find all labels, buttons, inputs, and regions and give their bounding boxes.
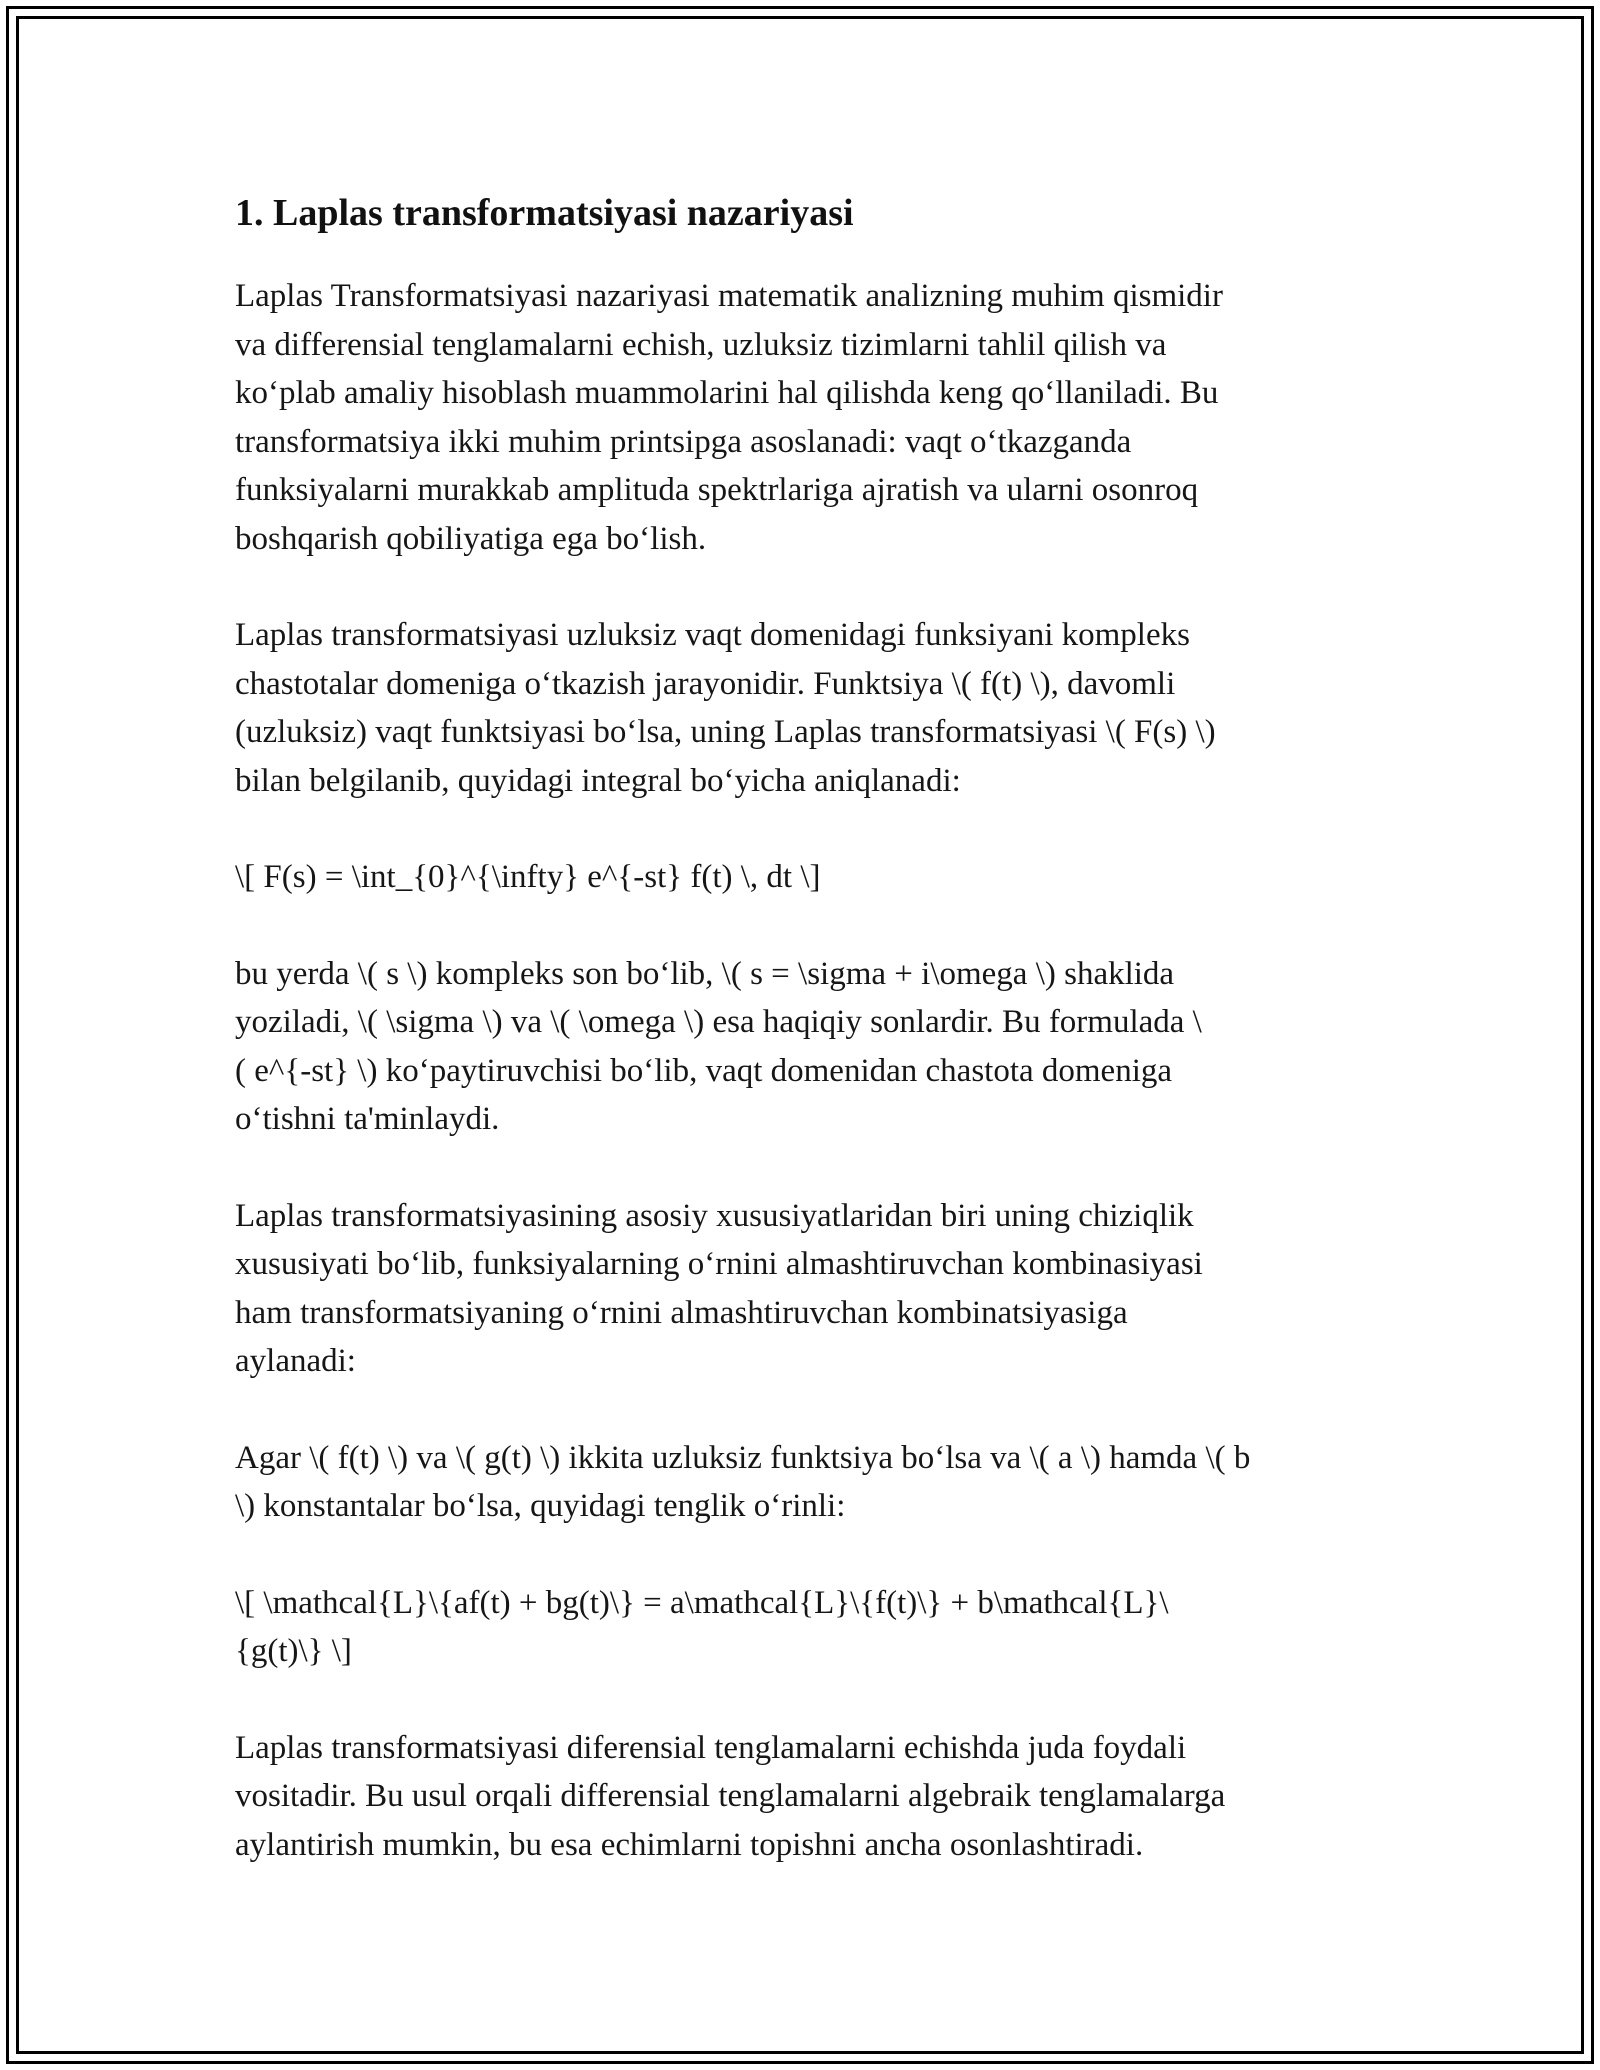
formula-linearity: \[ \mathcal{L}\{af(t) + bg(t)\} = a\mathcal{L}\{f(t)\} + b\mathcal{L}\ {g(t)\} \] [235, 1584, 1169, 1669]
document-body [235, 188, 1375, 1917]
paragraph-variable-explanation: bu yerda \( s \) kompleks son bo‘lib, \( s = \sigma + i\omega \) shaklida yoziladi, \( \sigma \) va \( \omega \) esa haqiqiy sonlardir. Bu formulada \ ( e^{-st} \) ko‘paytiruvchisi bo‘lib, vaqt domenidan chastota domeniga o‘tishni ta'minlaydi. [235, 955, 1202, 1137]
paragraph-definition: Laplas transformatsiyasi uzluksiz vaqt domenidagi funksiyani kompleks chastotalar domeniga o‘tkazish jarayonidir. Funktsiya \( f(t) \), davomli (uzluksiz) vaqt funktsiyasi bo‘lsa, uning Laplas transformatsiyasi \( F(s) \) bilan belgilanib, quyidagi integral bo‘yicha aniqlanadi: [235, 617, 1216, 799]
paragraph-conclusion: Laplas transformatsiyasi diferensial tenglamalarni echishda juda foydali vositadir. Bu usul orqali differensial tenglamalarni algebraik tenglamalarga aylantirish mumkin, bu esa echimlarni topishni ancha osonlashtiradi. [235, 1729, 1226, 1863]
section-heading: 1. Laplas transformatsiyasi nazariyasi [235, 192, 854, 234]
paragraph-linearity-condition: Agar \( f(t) \) va \( g(t) \) ikkita uzluksiz funktsiya bo‘lsa va \( a \) hamda \( b \) konstantalar bo‘lsa, quyidagi tenglik o‘rinli: [235, 1439, 1251, 1524]
paragraph-intro: Laplas Transformatsiyasi nazariyasi matematik analizning muhim qismidir va differensial tenglamalarni echish, uzluksiz tizimlarni tahlil qilish va ko‘plab amaliy hisoblash muammolarini hal qilishda keng qo‘llaniladi. Bu transformatsiya ikki muhim printsipga asoslanadi: vaqt o‘tkazganda funksiyalarni murakkab amplituda spektrlariga ajratish va ularni osonroq boshqarish qobiliyatiga ega bo‘lish. [235, 278, 1223, 557]
formula-laplace-integral: \[ F(s) = \int_{0}^{\infty} e^{-st} f(t) \, dt \] [235, 859, 821, 895]
paragraph-linearity: Laplas transformatsiyasining asosiy xususiyatlaridan biri uning chiziqlik xususiyati bo‘lib, funksiyalarning o‘rnini almashtiruvchan kombinasiyasi ham transformatsiyaning o‘rnini almashtiruvchan kombinatsiyasiga aylanadi: [235, 1197, 1203, 1379]
